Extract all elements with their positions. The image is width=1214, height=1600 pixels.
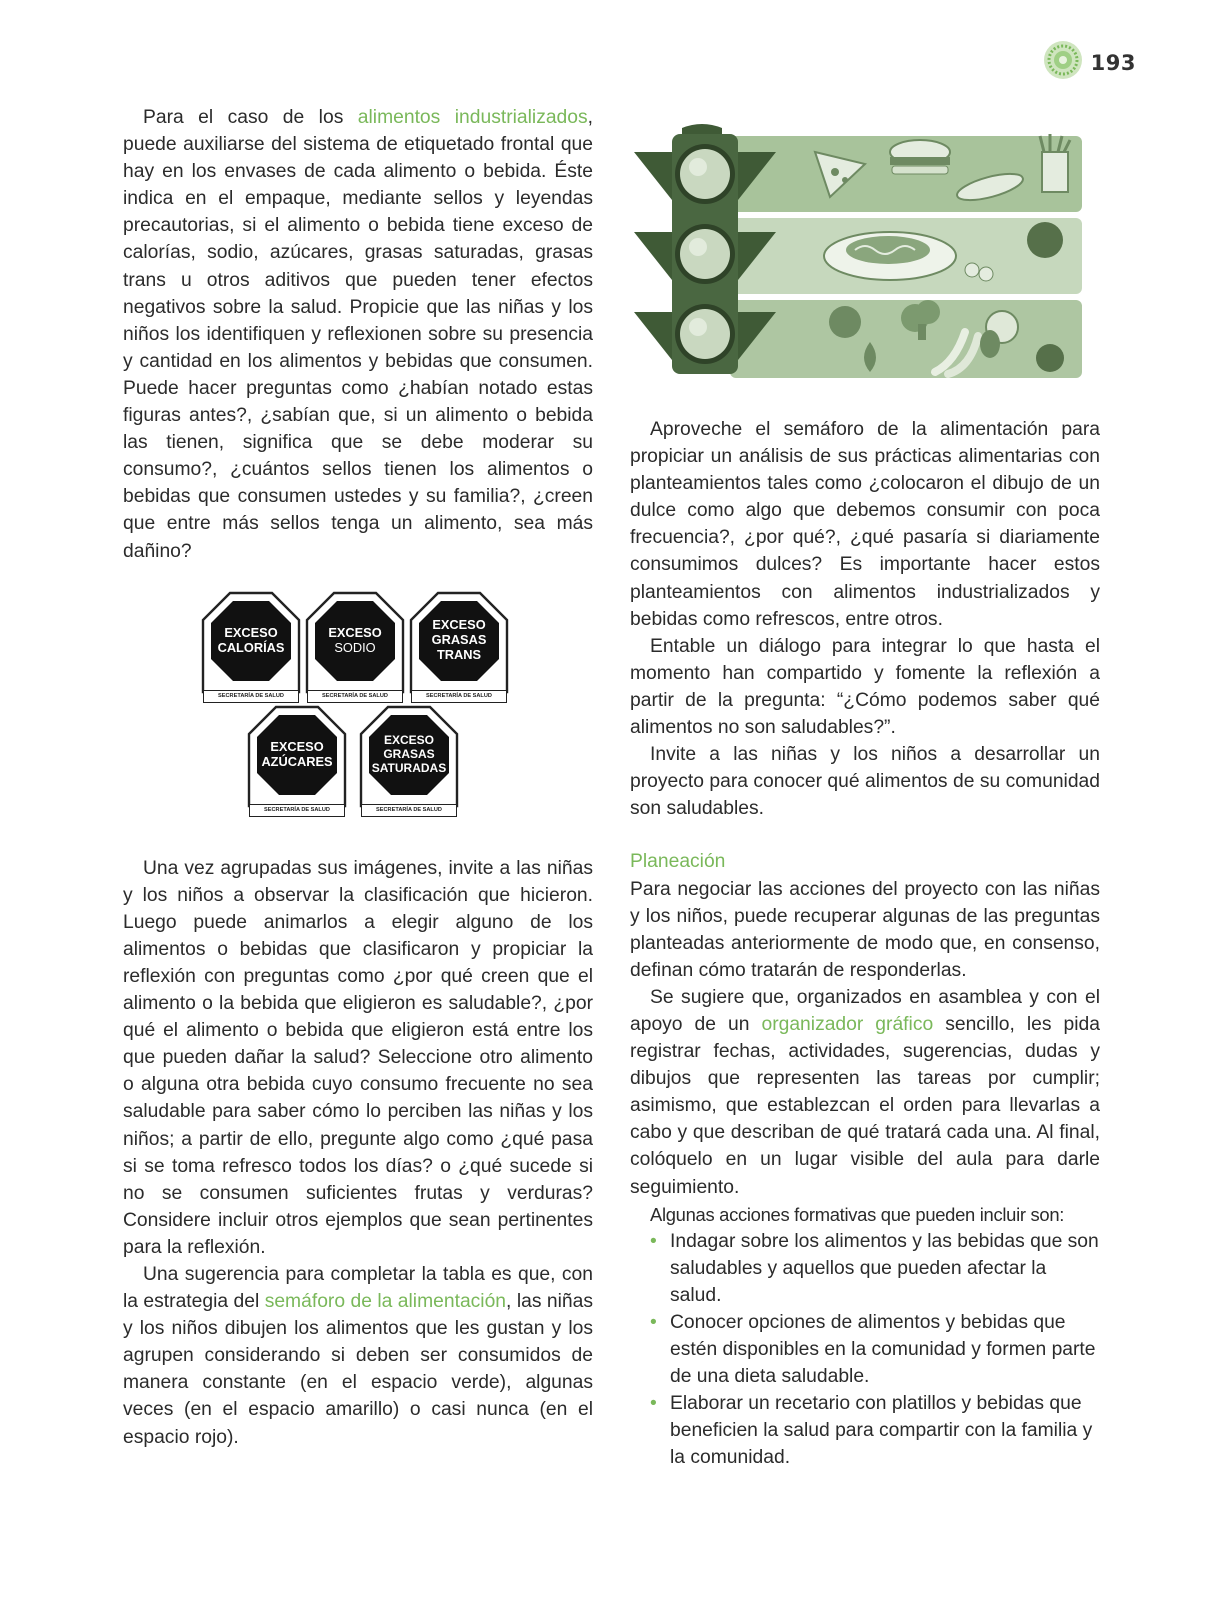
left-column xyxy=(123,104,593,1451)
seal-footer-label: SECRETARÍA DE SALUD xyxy=(361,804,457,817)
paragraph-negotiate: Para negociar las acciones del proyecto con las niñas y los niños, puede recuperar algunas de las preguntas planteadas anteriormente de modo que, en consenso, definan cómo tratarán de responderlas. xyxy=(630,878,1100,981)
section-title-planeacion: Planeación xyxy=(630,851,726,873)
seal-exceso-grasas-trans: EXCESO GRASAS TRANS SECRETARÍA DE SALUD xyxy=(409,591,509,703)
seal-footer-label: SECRETARÍA DE SALUD xyxy=(307,690,403,703)
paragraph-dialogue: Entable un diálogo para integrar lo que hasta el momento han compartido y fomente la reflexión a partir de la pregunta: “¿Cómo podemos saber qué alimentos no son saludables?”. xyxy=(630,635,1100,739)
paragraph-assembly: Se sugiere que, organizados en asamblea y con el apoyo de un organizador gráfico sencillo, les pida registrar fechas, actividades, sugerencias, dudas y dibujos que representen las tareas por cumplir; asimismo, que establezcan el orden para llevarlas a cabo y que describan de qué tratará cada una. Al final, colóquelo en un lugar visible del aula para darle seguimiento. xyxy=(630,986,1100,1198)
seal-footer-label: SECRETARÍA DE SALUD xyxy=(411,690,507,703)
seal-exceso-sodio: EXCESO SODIO SECRETARÍA DE SALUD xyxy=(305,591,405,703)
seal-exceso-calorias: EXCESO CALORÍAS SECRETARÍA DE SALUD xyxy=(201,591,301,703)
list-item: • Conocer opciones de alimentos y bebidas que estén disponibles en la comunidad y formen parte de una dieta saludable. xyxy=(630,1309,1100,1390)
page-number: 193 xyxy=(1090,50,1136,75)
seal-footer-label: SECRETARÍA DE SALUD xyxy=(203,690,299,703)
sun-emblem-icon xyxy=(1043,40,1083,85)
list-item: • Indagar sobre los alimentos y las bebidas que son saludables y aquellos que pueden afectar la salud. xyxy=(630,1228,1100,1309)
seal-footer-label: SECRETARÍA DE SALUD xyxy=(249,804,345,817)
page-header xyxy=(1043,40,1136,85)
paragraph-actions-intro: Algunas acciones formativas que pueden incluir son: xyxy=(650,1203,1065,1225)
paragraph-traffic-light-analysis: Aproveche el semáforo de la alimentación para propiciar un análisis de sus prácticas alimentarias con planteamientos tales como ¿colocaron el dibujo de un dulce como algo que debemos consumir con poca frecuencia?, ¿por qué?, ¿qué pasaría si diariamente consumimos dulces? Es importante hacer estos planteamientos con alimentos industrializados y bebidas como refrescos, entre otros. xyxy=(630,419,1100,630)
right-column xyxy=(630,416,1100,1472)
term-industrialized-foods: alimentos industrializados xyxy=(357,107,588,128)
term-graphic-organizer: organizador gráfico xyxy=(761,1013,934,1035)
paragraph-front-labeling: Para el caso de los alimentos industrializados, puede auxiliarse del sistema de etiquetado frontal que hay en los envases de cada alimento o bebida. Éste indica en el empaque, mediante sellos y leyendas precautorias, si el alimento o bebida tiene exceso de calorías, sodio, azúcares, grasas saturadas, grasas trans u otros aditivos que pueden tener efectos negativos sobre la salud. Propicie que las niñas y los niños los identifiquen y reflexionen sobre su presencia y cantidad en los alimentos y bebidas que consumen. Puede hacer preguntas como ¿habían notado estas figuras antes?, ¿sabían que, si un alimento o bebida las tienen, significa que se debe moderar su consumo?, ¿cuántos sellos tienen los alimentos o bebidas que consumen ustedes y su familia?, ¿creen que entre más sellos tenga un alimento, sea más dañino? xyxy=(123,107,594,562)
seal-exceso-grasas-saturadas: EXCESO GRASAS SATURADAS SECRETARÍA DE SALUD xyxy=(359,705,459,817)
actions-list xyxy=(630,1228,1100,1472)
paragraph-table-suggestion: Una sugerencia para completar la tabla es que, con la estrategia del semáforo de la alimentación, las niñas y los niños dibujen los alimentos que les gustan y los agrupen considerando si deben ser consumidos de manera constante (en el espacio verde), algunas veces (en el espacio amarillo) o casi nunca (en el espacio rojo). xyxy=(123,1264,593,1448)
paragraph-project-invite: Invite a las niñas y los niños a desarrollar un proyecto para conocer qué alimentos de su comunidad son saludables. xyxy=(630,744,1100,820)
term-food-traffic-light: semáforo de la alimentación xyxy=(264,1291,507,1313)
warning-labels-group xyxy=(123,591,593,823)
paragraph-classification: Una vez agrupadas sus imágenes, invite a las niñas y los niños a observar la clasificación que hicieron. Luego puede animarlos a elegir alguno de los alimentos o bebidas que clasificaron y propiciar la reflexión con preguntas como ¿por qué creen que el alimento o la bebida que eligieron es saludable?, ¿por qué el alimento o bebida que eligieron está entre los que pueden dañar la salud? Seleccione otro alimento o alguna otra bebida cuyo consumo frecuente no sea saludable para saber cómo lo perciben las niñas y los niños; a partir de ello, pregunte algo como ¿qué pasa si se toma refresco todos los días? o ¿qué sucede si no se consumen suficientes frutas y verduras? Considere incluir otros ejemplos que sean pertinentes para la reflexión. xyxy=(123,857,593,1258)
seal-exceso-azucares: EXCESO AZÚCARES SECRETARÍA DE SALUD xyxy=(247,705,347,817)
list-item: • Elaborar un recetario con platillos y bebidas que beneficien la salud para compartir con la familia y la comunidad. xyxy=(630,1390,1100,1471)
traffic-light-food-illustration xyxy=(630,122,1090,384)
